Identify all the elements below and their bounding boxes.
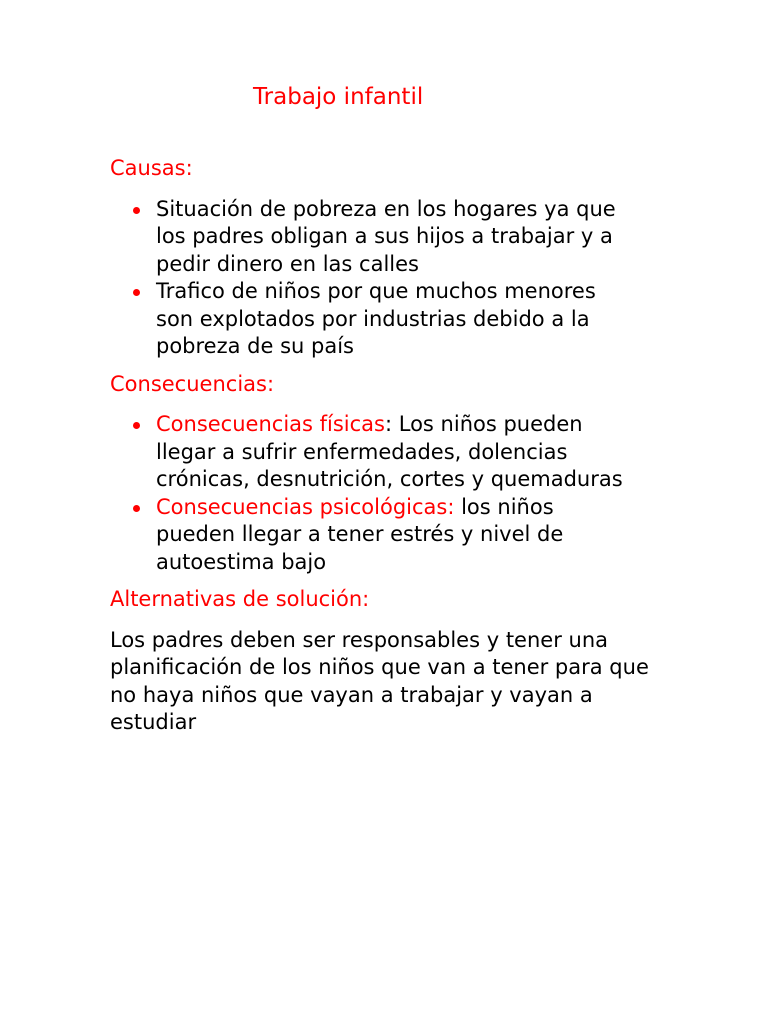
bullet-icon [133, 422, 140, 429]
causas-heading: Causas: [110, 156, 193, 180]
bullet-icon [133, 289, 140, 296]
causas-list [110, 196, 710, 361]
causas-item-text: Trafico de niños por que muchos menores son explotados por industrias debido a la pobreza de su país [156, 279, 596, 358]
consecuencias-item-label: Consecuencias psicológicas: [156, 494, 455, 519]
list-item [110, 494, 626, 577]
causas-item-text: Situación de pobreza en los hogares ya que los padres obligan a sus hijos a trabajar y a pedir dinero en las calles [156, 196, 616, 276]
document-body [110, 155, 710, 737]
consecuencias-item-text: los niños pueden llegar a tener estrés y nivel de autoestima bajo [156, 494, 564, 574]
bullet-icon [133, 207, 140, 214]
consecuencias-item-label: Consecuencias físicas [156, 412, 385, 436]
bullet-icon [133, 505, 140, 512]
document-title: Trabajo infantil [253, 84, 424, 110]
alternativas-heading: Alternativas de solución: [110, 587, 370, 611]
alternativas-paragraph: Los padres deben ser responsables y tener una planificación de los niños que van a tener para que no haya niños que vayan a trabajar y vayan a estudiar [110, 627, 649, 734]
consecuencias-heading: Consecuencias: [110, 371, 275, 396]
list-item [110, 278, 626, 361]
consecuencias-item-text: : Los niños pueden llegar a sufrir enfermedades, dolencias crónicas, desnutrición, cortes y quemaduras [156, 412, 623, 491]
consecuencias-list [110, 411, 710, 576]
list-item [110, 196, 626, 279]
list-item [110, 411, 626, 494]
